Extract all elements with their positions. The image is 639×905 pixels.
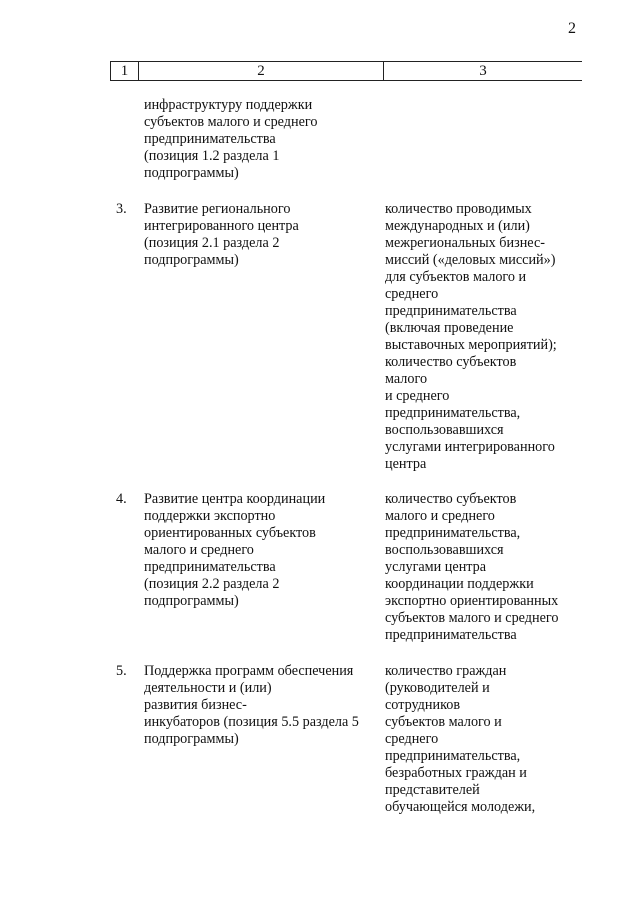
row-5-indicator: количество граждан (руководителей и сотрудников субъектов малого и среднего предпринимательства, безработных граждан и представителей обучающейся молодежи, bbox=[385, 663, 536, 815]
table-header-col-3: 3 bbox=[383, 62, 582, 80]
table-header-row bbox=[110, 61, 582, 81]
row-5-number: 5. bbox=[116, 663, 127, 679]
row-4-indicator: количество субъектов малого и среднего предпринимательства, воспользовавшихся услугами центра координации поддержки экспортно ориентированных субъектов малого и среднего предпринимательства bbox=[385, 491, 559, 643]
page-number: 2 bbox=[568, 20, 576, 37]
row-3-description: Развитие регионального интегрированного центра (позиция 2.1 раздела 2 подпрограммы) bbox=[144, 201, 299, 268]
row-3-number: 3. bbox=[116, 201, 127, 217]
row-3-indicator: количество проводимых международных и (или) межрегиональных бизнес- миссий («деловых миссий») для субъектов малого и среднего предпринимательства (включая проведение выставочных мероприятий); количество субъектов малого и среднего предпринимательства, воспользовавшихся услугами интегрированного центра bbox=[385, 201, 557, 472]
table-header-col-1: 1 bbox=[110, 62, 138, 80]
table-header-col-2: 2 bbox=[138, 62, 383, 80]
row-4-description: Развитие центра координации поддержки экспортно ориентированных субъектов малого и среднего предпринимательства (позиция 2.2 раздела 2 подпрограммы) bbox=[144, 491, 326, 609]
row-5-description: Поддержка программ обеспечения деятельности и (или) развития бизнес- инкубаторов (позиция 5.5 раздела 5 подпрограммы) bbox=[144, 663, 359, 747]
row-4-number: 4. bbox=[116, 491, 127, 507]
row-continuation-description: инфраструктуру поддержки субъектов малого и среднего предпринимательства (позиция 1.2 раздела 1 подпрограммы) bbox=[144, 97, 318, 181]
